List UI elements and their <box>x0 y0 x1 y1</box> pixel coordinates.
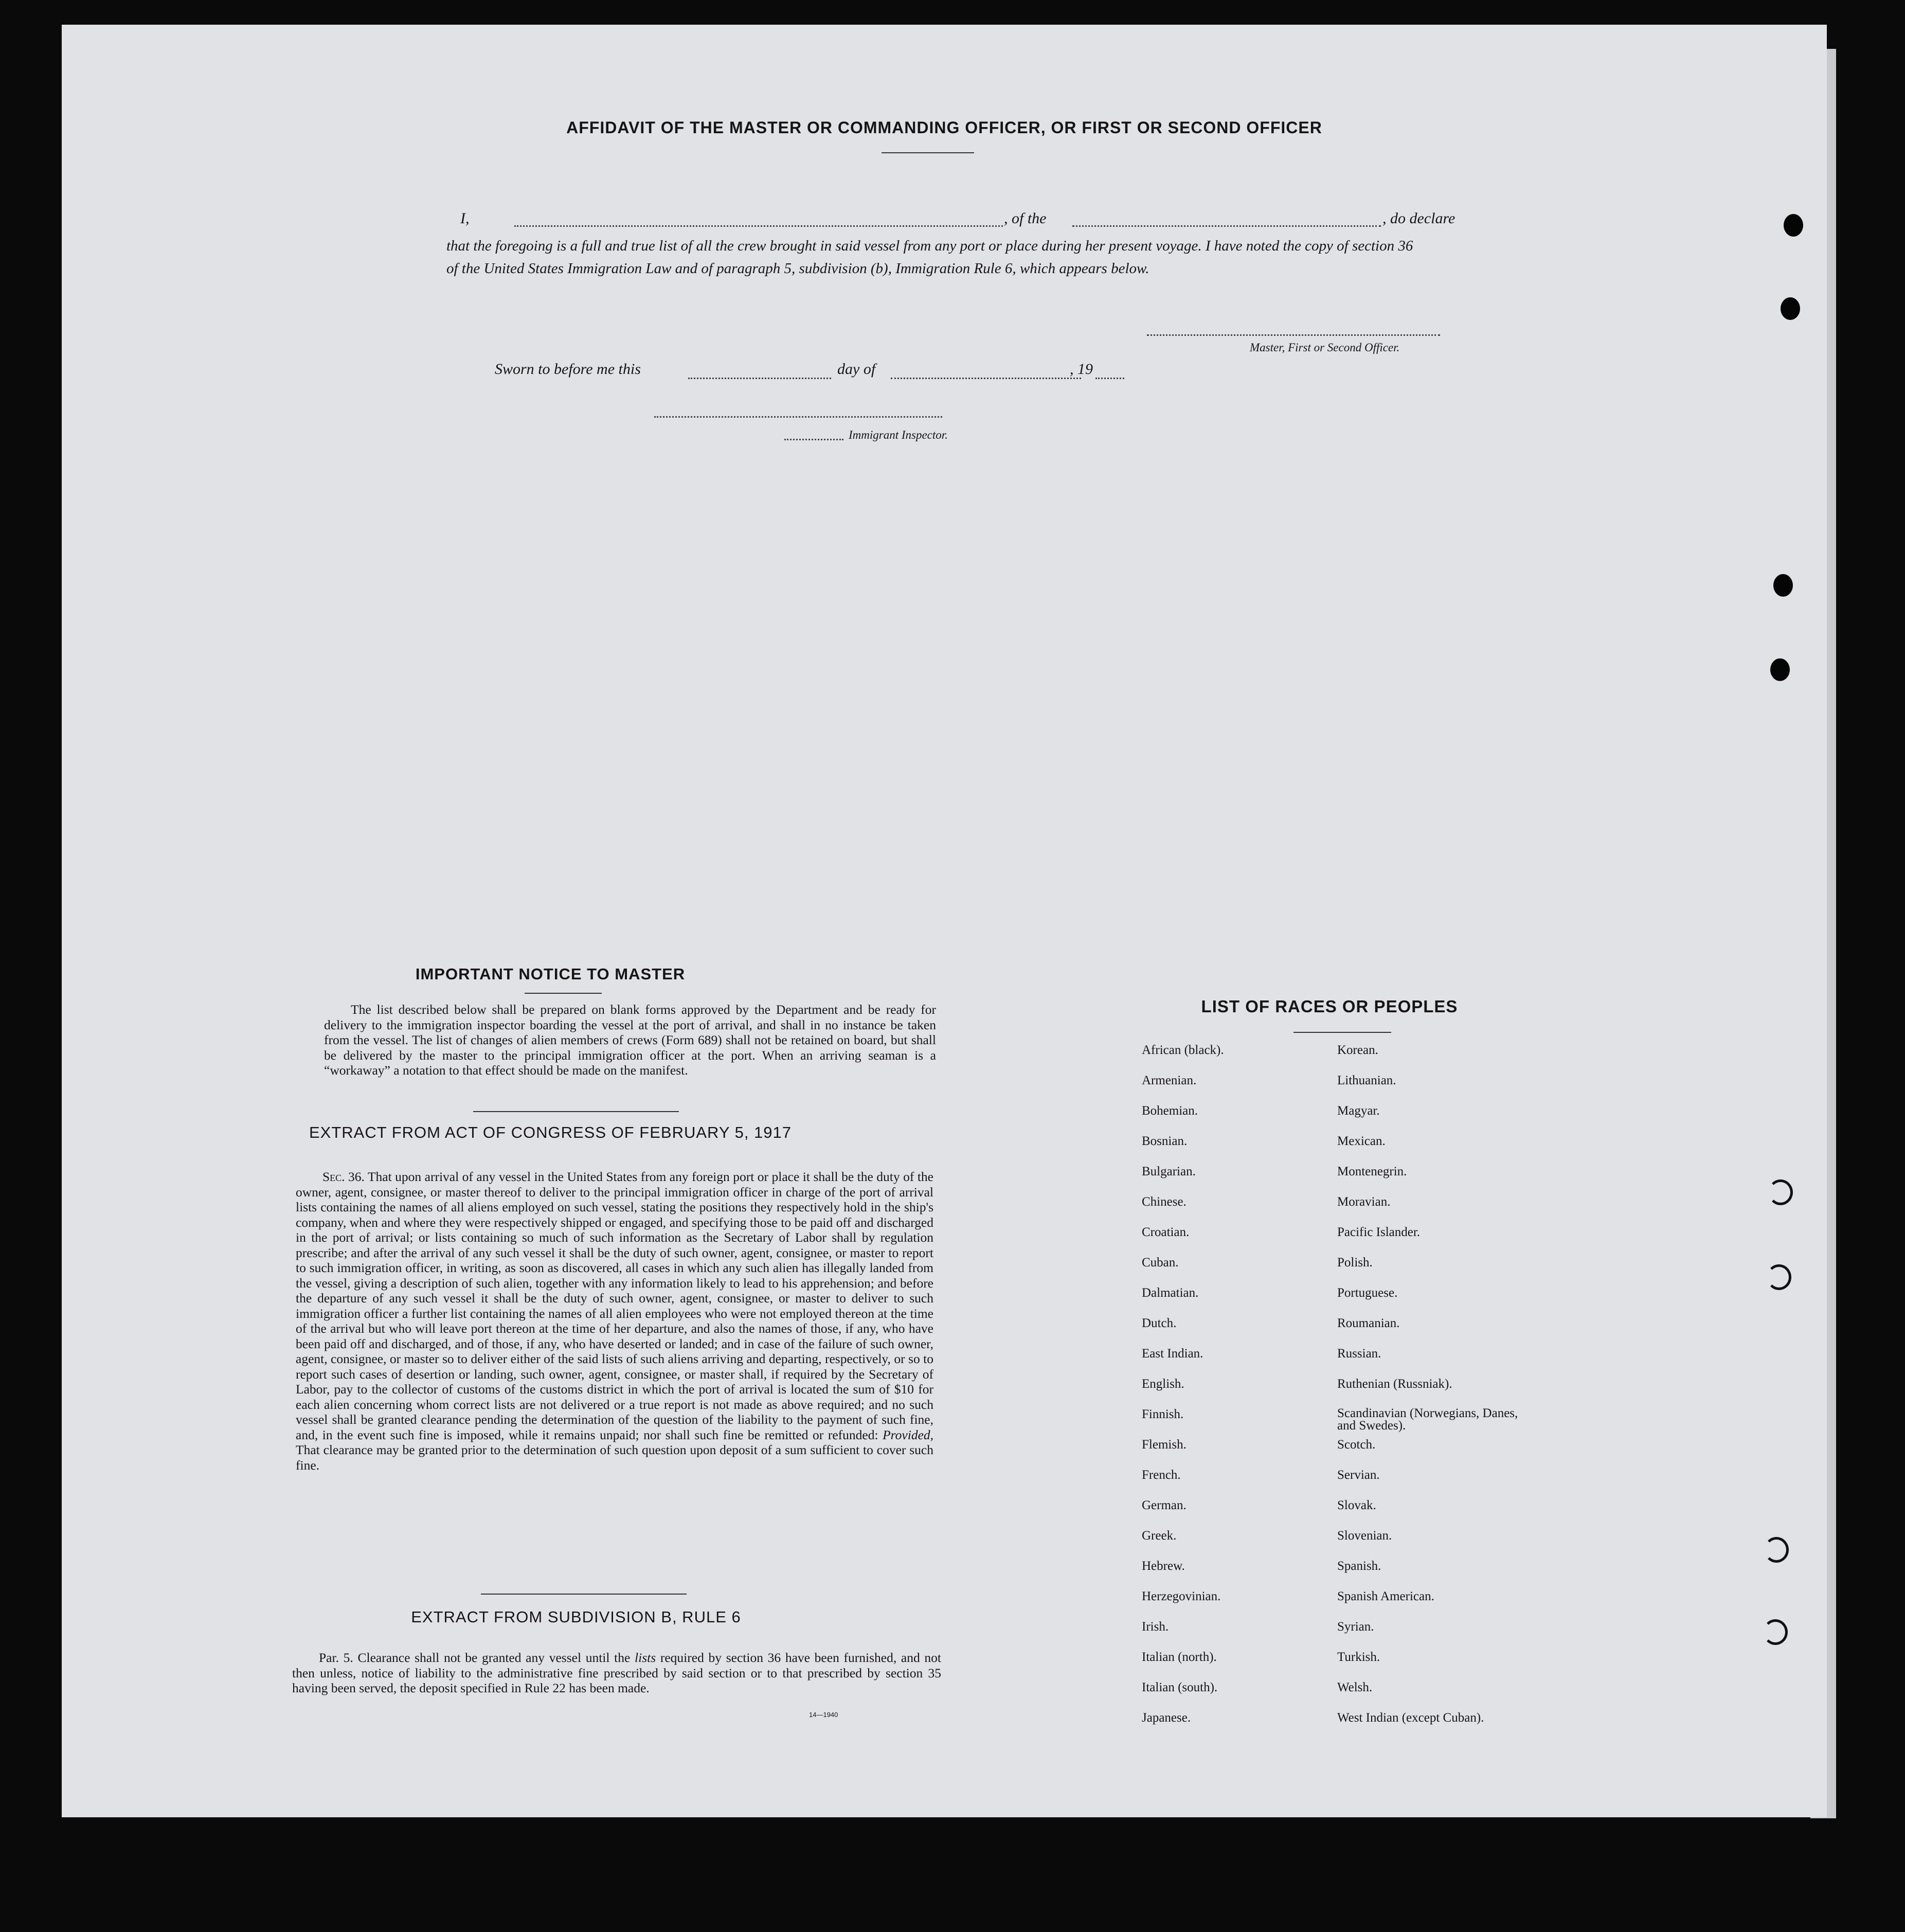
race-item: Mexican. <box>1337 1134 1386 1148</box>
race-item: Syrian. <box>1337 1620 1374 1634</box>
sworn-month-blank[interactable] <box>891 378 1081 379</box>
race-item: Roumanian. <box>1337 1316 1400 1330</box>
name-blank[interactable] <box>514 225 1003 227</box>
act-text <box>296 1169 933 1473</box>
race-item: East Indian. <box>1142 1347 1203 1361</box>
race-item: Dutch. <box>1142 1316 1177 1330</box>
sworn-text: Sworn to before me this <box>495 361 641 378</box>
race-item: Lithuanian. <box>1337 1074 1396 1087</box>
binder-ring-mark <box>1764 1537 1789 1563</box>
race-item: Greek. <box>1142 1529 1177 1543</box>
notice-rule <box>525 993 602 994</box>
rule-section-divider <box>481 1594 687 1595</box>
race-item: Korean. <box>1337 1043 1378 1057</box>
rule-text <box>292 1650 941 1696</box>
race-item: Italian (north). <box>1142 1650 1217 1664</box>
officer-caption: Master, First or Second Officer. <box>1250 341 1400 354</box>
race-item: Welsh. <box>1337 1680 1373 1694</box>
race-item: Polish. <box>1337 1256 1373 1269</box>
year-prefix: , 19 <box>1070 361 1093 378</box>
binder-ring-mark <box>1763 1619 1788 1645</box>
binder-ring-mark <box>1768 1179 1793 1205</box>
affidavit-paragraph: that the foregoing is a full and true list of all the crew brought in said vessel from any port or place during her present voyage. I have noted the copy of section 36 of the United States Immigration Law and of paragraph 5, subdivision (b), Immigration Rule 6, which appears below. <box>446 238 1413 277</box>
races-right-column <box>1337 1043 1533 1741</box>
race-item: Turkish. <box>1337 1650 1380 1664</box>
act-title: EXTRACT FROM ACT OF CONGRESS OF FEBRUARY 5, 1917 <box>309 1123 792 1141</box>
rule-title: EXTRACT FROM SUBDIVISION B, RULE 6 <box>411 1608 741 1626</box>
binder-ring-mark <box>1767 1264 1791 1290</box>
race-item: Flemish. <box>1142 1438 1187 1452</box>
officer-signature-line[interactable] <box>1147 334 1440 336</box>
vessel-blank[interactable] <box>1072 225 1381 227</box>
binder-hole <box>1781 297 1800 320</box>
affidavit-title: AFFIDAVIT OF THE MASTER OR COMMANDING OFFICER, OR FIRST OR SECOND OFFICER <box>566 118 1322 137</box>
document-page <box>62 25 1827 1817</box>
race-item: Dalmatian. <box>1142 1286 1199 1300</box>
notice-text: The list described below shall be prepared on blank forms approved by the Department and be ready for delivery to the immigration inspector boarding the vessel at the port of arrival, and shall in no instance be taken from the vessel. The list of changes of alien members of crews (Form 689) shall not be retained on board, but shall be delivered by the master to the principal immigration officer at the port. When an arriving seaman is a “workaway” a notation to that effect should be made on the manifest. <box>324 1002 936 1078</box>
race-item: German. <box>1142 1498 1187 1512</box>
binder-hole <box>1784 214 1803 237</box>
affidavit-i: I, <box>460 210 470 227</box>
act-sec-label: Sec. 36. <box>322 1169 365 1184</box>
race-item: English. <box>1142 1377 1184 1391</box>
act-provided: Provided, <box>883 1427 934 1442</box>
binder-hole <box>1770 658 1790 681</box>
race-item: Spanish American. <box>1337 1589 1434 1603</box>
race-item: Bulgarian. <box>1142 1165 1196 1178</box>
sworn-year-blank[interactable] <box>1095 378 1124 379</box>
affidavit-of-the: , of the <box>1004 210 1047 227</box>
sworn-day-blank[interactable] <box>688 378 831 379</box>
race-item: Moravian. <box>1337 1195 1391 1209</box>
races-title: LIST OF RACES OR PEOPLES <box>1201 997 1458 1016</box>
race-item: Portuguese. <box>1337 1286 1398 1300</box>
race-item: Finnish. <box>1142 1407 1184 1421</box>
rule-lists-word: lists <box>635 1650 656 1665</box>
race-item: Armenian. <box>1142 1074 1197 1087</box>
races-left-column <box>1142 1043 1224 1741</box>
race-item: Bosnian. <box>1142 1134 1188 1148</box>
day-of-text: day of <box>837 361 876 378</box>
race-item: Slovak. <box>1337 1498 1376 1512</box>
act-text-part1: That upon arrival of any vessel in the United States from any foreign port or place it shall be the duty of the owner, agent, consignee, or master thereof to deliver to the principal immigration officer in charge of the port of arrival lists containing the names of all aliens employed on such vessel, stating the positions they respectively hold in the ship's company, when and where they were respectively shipped or engaged, and specifying those to be paid off and discharged in the port of arrival; or lists containing so much of such information as the Secretary of Labor shall by regulation prescribe; and after the arrival of any such vessel it shall be the duty of such owner, agent, consignee, or master to report to such immigration officer, in writing, as soon as discovered, all cases in which any such alien has illegally landed from the vessel, giving a description of such alien, together with any information likely to lead to his apprehension; and before the departure of any such vessel it shall be the duty of such owner, agent, consignee, or master to deliver to such immigration officer a further list containing the names of all alien employees who were not employed thereon at the time of the arrival but who will leave port thereon at the time of her departure, and also the names of those, if any, who have been paid off and discharged, and of those, if any, who have deserted or landed; and in case of the failure of such owner, agent, consignee, or master so to deliver either of the said lists of such aliens arriving and departing, respectively, or so to report such cases of desertion or landing, such owner, agent, consignee, or master shall, if required by the Secretary of Labor, pay to the collector of customs of the customs district in which the port of arrival is located the sum of $10 for each alien concerning whom correct lists are not delivered or a true report is not made as above required; and no such vessel shall be granted clearance pending the determination of the question of the liability to the payment of such fine, and, in the event such fine is imposed, while it remains unpaid; nor shall such fine be remitted or refunded: <box>296 1169 933 1442</box>
race-item: Scotch. <box>1337 1438 1376 1452</box>
race-item: Hebrew. <box>1142 1559 1185 1573</box>
race-item: Russian. <box>1337 1347 1381 1361</box>
rule-text-part1: Par. 5. Clearance shall not be granted any vessel until the <box>319 1650 631 1665</box>
race-item: Irish. <box>1142 1620 1169 1634</box>
inspector-signature-line[interactable] <box>654 416 942 418</box>
binder-hole <box>1773 574 1793 597</box>
races-rule <box>1293 1032 1391 1033</box>
race-item: Bohemian. <box>1142 1104 1198 1118</box>
notice-title: IMPORTANT NOTICE TO MASTER <box>415 965 686 983</box>
race-item: Montenegrin. <box>1337 1165 1407 1178</box>
race-item: Cuban. <box>1142 1256 1179 1269</box>
race-item: Scandinavian (Norwegians, Danes, and Swedes). <box>1337 1406 1518 1433</box>
race-item: Spanish. <box>1337 1559 1381 1573</box>
race-item: Slovenian. <box>1337 1529 1392 1543</box>
inspector-caption: Immigrant Inspector. <box>849 428 948 441</box>
race-item: Magyar. <box>1337 1104 1380 1118</box>
race-item: Servian. <box>1337 1468 1380 1482</box>
race-item: African (black). <box>1142 1043 1224 1057</box>
race-item: Croatian. <box>1142 1225 1190 1239</box>
act-text-part2: That clearance may be granted prior to the determination of such question upon deposit of a sum sufficient to cover such fine. <box>296 1442 933 1473</box>
race-item: Italian (south). <box>1142 1680 1218 1694</box>
race-item: Ruthenian (Russniak). <box>1337 1377 1452 1391</box>
race-item: French. <box>1142 1468 1181 1482</box>
race-item: Pacific Islander. <box>1337 1225 1421 1239</box>
race-item: Herzegovinian. <box>1142 1589 1221 1603</box>
race-item: West Indian (except Cuban). <box>1337 1711 1484 1725</box>
title-rule <box>882 152 974 153</box>
race-item: Chinese. <box>1142 1195 1187 1209</box>
race-item: Japanese. <box>1142 1711 1191 1725</box>
affidavit-declare: , do declare <box>1382 210 1455 227</box>
act-rule-top <box>473 1111 679 1112</box>
form-number: 14—1940 <box>809 1711 838 1719</box>
inspector-caption-leader <box>784 439 843 440</box>
rule-text-part2: required by section 36 have been furnished, and not then unless, notice of liability to the administrative fine prescribed by said section or to that prescribed by section 35 having been served, the deposit specified in Rule 22 has been made. <box>292 1650 942 1695</box>
